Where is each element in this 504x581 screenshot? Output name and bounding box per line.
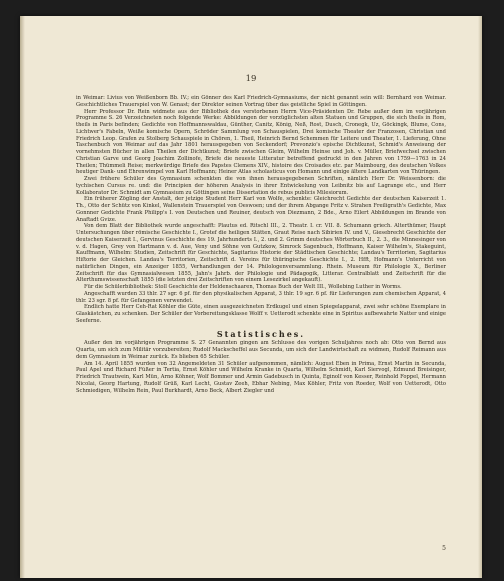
page-edge-right — [478, 16, 482, 578]
paragraph: Angeschafft wurden 33 thlr. 27 sgr. 6 pf. für den physikalischen Apparat, 3 thlr. 19 sgr. 6 pf. für Lieferungen zum chemischen Apparat, 4 thlr. 23 sgr. 8 pf. für Gefangenen verwendet. — [76, 290, 446, 304]
signature-mark: 5 — [442, 545, 446, 552]
section-heading: Statistisches. — [216, 328, 306, 339]
paragraph: Außer den im vorjährigen Programme S. 27 Genannten gingen am Schlusse des vorigen Schuljahres noch ab: Otto von Bernd aus Quarta, um sich zum Militär vorzubereiten; Rudolf Mackscheffel aus Secunda, um sich der Landwirtschaft zu widmen, Rudolf Reimann aus dem Gymnasium in Weimar zurück. Es blieben 65 Schüler. — [76, 340, 446, 360]
page-edge-left — [20, 16, 25, 578]
paragraph: Zwei frühere Schüler des Gymnasium schenkten die von ihnen herausgegebenen Schriften, nämlich Herr Dr. Weissenborn: die tychischen Cursus re. und: die Principien der höheren Analysis in ihrer Entwickelung von Leibnitz bis auf Lagrange etc., und Herr Kollaborator Dr. Schmidt am Gymnasium zu Göttingen seine Dissertation de rebus publicis Milesiorum. — [76, 176, 446, 196]
paragraph: Am 14. April 1855 wurden von 32 Angemeldeten 31 Schüler aufgenommen, nämlich: August Eben in Prima, Ernst Martin in Secunda, Paul Apel und Richard Füßer in Tertia, Ernst Köhler und Wilhelm Kranke in Quarta, Wilhelm Schmidt, Karl Siervogl, Edmund Breisinger, Friedrich Trautwein, Karl Mün, Arno Köhner, Wolf Bommer und Armin Gadebusch in Quinta, Eginolf von Kesser, Reinhold Foppel, Hermann Nicolai, Georg Hartung, Rudolf Grüß, Karl Lecht, Gustav Zeeh, Ebhar Nebing, Max Köhler, Fritz von Roeder, Wolf von Uetterodt, Otto Schmiedigen, Wilhelm Rein, Paul Burkhardt, Arno Beck, Albert Ziegler und — [76, 360, 446, 394]
paragraph: Von dem Blatt der Bibliothek wurde angeschafft: Plautus ed. Ritschl III., 2. Theatr. I. cr. VII. 8. Schumann griech. Alterthümer, Haupt Untersuchungen über römische Geschichte I., Grotef die heiligen Stätten, Graut Reise nach Sibirien IV. und V., Giesebrecht Geschichte der deutschen Kaiserzeit I., Gervinus Geschichte des 19. Jahrhunderts I., 2. und 2. Grimm deutsches Wörterbuch II., 2. 3., die Minnesinger von v. d. Hagen, Grey von Hartmann v. d. Aue, Veny und Söhne von Gutzkow, Simrock Sagenbuch, Hoffmann, Kaiser Wilhelm's, Stakeguint, Kauffmann, Wilhelm: Studien, Zeitschrift für Geschichte, Sagitarius Historie der Städtischen Geschichte; Landau's Territorien, Sagitarius Hiſtorie der Gleichen. Landau's Territorien, Zeitschrift d. Vereins für thüringische Geschichte I., 2. Hfft, Hofmann's Unterricht von natürlichen Dingen, ein Anzeiger 1855, Verhandlungen der 14. Philologenversammlung. Rhein. Museum für Philologie X., Berliner Zeitschrift für das Gymnasialwesen 1855, Jahn's Jahrb. der Philologie und Pädagogik, Litterar. Centralblatt und Zeitschrift für die Alterthumswissenschaft 1855 (die letzten drei Zeitschriften von einem Lesezirkel angekauft). — [76, 223, 446, 284]
paragraph: in Weimar: Livius von Weißenborn Bb. IV.; ein Gönner des Karl Friedrich-Gymnasiums, der nicht genannt sein will: Bernhard von Weimar. Geschichtliches Trauerspiel von W. Genast; der Direktor seinen Vortrag über das geistliche Spiel in Göttingen. — [76, 95, 446, 108]
paragraph: Für die Schülerbibliothek: Stoll Geschichte der Heldenschaaren, Thomas Buch der Welt III., Wollebing Luther in Worms. — [84, 284, 402, 290]
paragraph: Endlich hatte Herr Ceh-Rat Köhler die Güte, einen ausgezeichneten Erdkugel und einen Spiegelapparat, zwei sehr schöne Exemplare in Glaskästchen, zu schenken. Der Schüler der Vorbereitungsklasse Wolff v. Uetterodt schenkte eine in Spiritus aufbewahrte Natter und einige Seeferne. — [76, 304, 446, 324]
document-page — [20, 16, 482, 578]
page-number: 19 — [245, 74, 257, 84]
paragraph: Herr Professor Dr. Rein widmete aus der Bibliothek des verstorbenen Herrn Vice-Präsidenten Dr. Rebe außer dem im vorjährigen Programme S. 26 Verzeichneten noch folgende Werke: Abbildungen der vorzüglichsten alten Statuen und Gruppen, die sich theils in Rom, theils in Paris befinden; Gedichte von Hoffmannswaldau, Günther, Canitz, König, Neß, Rost, Dusch, Cronegk, Uz, Göckingk, Blume, Cons, Lichtwer's Fabeln, Weiße komische Opern, Schröder Sammlung von Schauspielen, Drei komische Theater der Franzosen, Christian und Friedrich Leop. Grafen zu Stolberg Schauspiele in Chören, 1. Theil, Heinrich Bernd Schemmen für Leitere und Theater, 1. Lieferung, Ohne Taschenbuch von Weimar auf das Jahr 1801 herausgegeben von Seckendorf; Prevonzio's epische Dichtkunst, Schmid's Anweisung der vornehmsten Bücher in allen Theilen der Dichtkunst; Briefe zwischen Gleim, Wilhelm Heinse und Joh. v. Müller, Briefwechsel zwischen Christian Garve und Georg Joachim Zollinofe, Briefe die neueste Litteratur betreffend gedruckt in den Jahren von 1759—1763 in 24 Theilen; Thümmeli Reise; merkwürdige Briefe des Papstes Clemens XIV., histoire des Croisades etc. par Maimbourg, des deutschen Volkes heutiger Dank- und Ehrenwimpel von Karl Hoffmann; Heiner Atlas scholasticus von Homann und einige ältere Landkarten von Thüringen. — [76, 108, 446, 176]
paragraph: Ein früherer Zögling der Anstalt, der jetzige Student Herr Karl von Wolfe, schenkte: Gleichrecht Gedichte der deutschen Kaiserzeit 1. Th., Otto der Schütz von Kinkel, Wallenstein Trauerspiel von Oeswoen; und der ihrem Abgange Fritz v. Strahen Freiligrath's Gedichte, Max Gonnner Gedichte Frank Philipp's I. von Deutschen und Reuiner, deutsch von Diezmann, 2 Bde., Arno Eilert Abbildungen im Brande von Anaftadt Gvize. — [76, 196, 446, 223]
body-text — [76, 95, 446, 394]
